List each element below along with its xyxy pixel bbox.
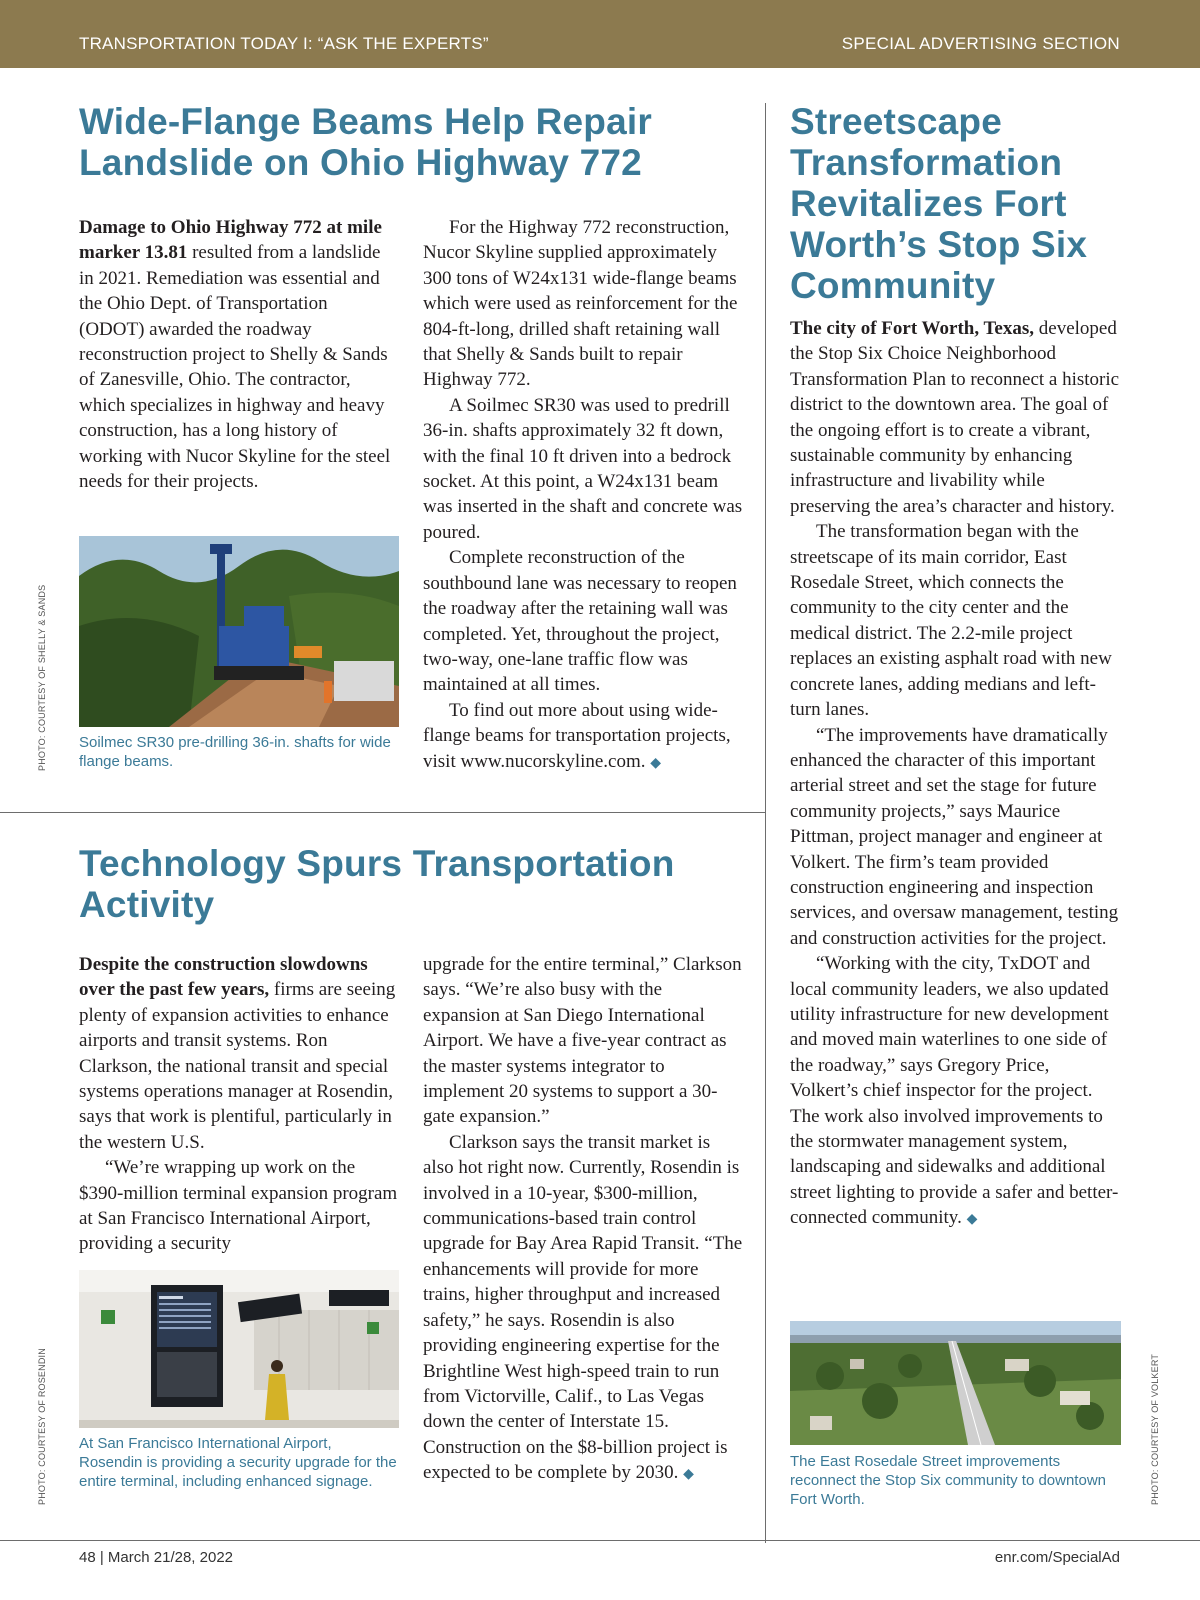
- end-mark-icon: ◆: [683, 1467, 694, 1483]
- footer-rule: [0, 1540, 1200, 1541]
- end-mark-icon: ◆: [966, 1212, 978, 1228]
- article1-headline: Wide-Flange Beams Help Repair Landslide on Ohio Highway 772: [79, 101, 652, 183]
- airport-signage-image: [79, 1270, 399, 1428]
- article1-lead-text: resulted from a landslide in 2021. Remediation was essential and the Ohio Dept. of Transportation (ODOT) awarded the roadway reconstruction project to Shelly & Sands of Zanesville, Ohio. The contractor, which specializes in highway and heavy construction, has a long history of working with Nucor Skyline for the steel needs for their projects.: [79, 242, 391, 493]
- article3-paragraph-3: “The improvements have dramatically enhanced the character of this important arterial street and set the stage for future community projects,” says Maurice Pittman, project manager and engineer at Volkert. The firm’s team provided construction engineering and inspection services, and oversaw management, testing and construction activities for the project.: [790, 724, 1119, 949]
- article1-col1: [79, 215, 397, 494]
- article2-paragraph-4: Clarkson says the transit market is also hot right now. Currently, Rosendin is involved in a 10-year, $300-million, communications-based train control upgrade for Bay Area Rapid Transit. “The enhancements will provide for more trains, higher throughput and increased safety,” he says. Rosendin is also providing engineering expertise for the Brightline West high-speed train to run from Victorville, Calif., to Las Vegas down the center of Interstate 15. Construction on the $8-billion project is expected to be complete by 2030.: [423, 1131, 743, 1484]
- article1-col2: [423, 215, 743, 776]
- article3-caption: The East Rosedale Street improvements reconnect the Stop Six community to downtown Fort Worth.: [790, 1453, 1106, 1508]
- article3-paragraph-4: “Working with the city, TxDOT and local community leaders, we also updated utility infrastructure for new development and moved main waterlines to one side of the roadway,” says Gregory Price, Volkert’s chief inspector for the project. The work also involved improvements to the stormwater management system, landscaping and sidewalks and additional street lighting to provide a safer and better-connected community.: [790, 953, 1119, 1229]
- article2-caption: At San Francisco International Airport, Rosendin is providing a security upgrade for the entire terminal, including enhanced signage.: [79, 1435, 397, 1490]
- article1-caption: Soilmec SR30 pre-drilling 36-in. shafts for wide flange beams.: [79, 734, 391, 770]
- airport-signage-photo: [79, 1270, 399, 1428]
- article1-photo-credit: PHOTO: COURTESY OF SHELLY & SANDS: [37, 584, 47, 771]
- column-divider: [765, 103, 766, 1543]
- article2-paragraph-2: “We’re wrapping up work on the $390-million terminal expansion program at San Francisco International Airport, providing a security: [79, 1157, 398, 1255]
- drill-rig-photo: [79, 536, 399, 727]
- article2-paragraph-3: upgrade for the entire terminal,” Clarkson says. “We’re also busy with the expansion at San Diego International Airport. We have a five-year contract as the master systems integrator to implement 20 systems to support a 30-gate expansion.”: [423, 954, 742, 1128]
- article3-lead-bold: The city of Fort Worth, Texas,: [790, 318, 1035, 339]
- footer-url[interactable]: enr.com/SpecialAd: [994, 1549, 1120, 1566]
- article1-paragraph-2: For the Highway 772 reconstruction, Nucor Skyline supplied approximately 300 tons of W24x131 wide-flange beams which were used as reinforcement for the 804-ft-long, drilled shaft retaining wall that Shelly & Sands built to repair Highway 772.: [423, 217, 738, 391]
- article3-paragraph-2: The transformation began with the streetscape of its main corridor, East Rosedale Street, which connects the community to the city center and the medical district. The 2.2-mile project replaces an existing asphalt road with new concrete lanes, adding medians and left-turn lanes.: [790, 521, 1112, 721]
- article3-lead-text: developed the Stop Six Choice Neighborhood Transformation Plan to reconnect a historic district to the downtown area. The goal of the ongoing effort is to create a vibrant, sustainable community by enhancing infrastructure and livability while preserving the area’s character and history.: [790, 318, 1120, 517]
- article2-lead-bold: Despite the construction slowdowns over the past few years,: [79, 954, 368, 1001]
- article1-lead-bold: Damage to Ohio Highway 772 at mile marker 13.81: [79, 217, 382, 264]
- article3-col: [790, 316, 1122, 1233]
- page-folio: 48 | March 21/28, 2022: [79, 1549, 233, 1566]
- section-title: TRANSPORTATION TODAY I: “ASK THE EXPERTS”: [79, 34, 489, 53]
- section-label: SPECIAL ADVERTISING SECTION: [841, 34, 1120, 53]
- article1-paragraph-3: A Soilmec SR30 was used to predrill 36-in. shafts approximately 32 ft down, with the final 10 ft driven into a bedrock socket. At this point, a W24x131 beam was inserted in the shaft and concrete was poured.: [423, 394, 743, 543]
- article2-col1: [79, 952, 399, 1257]
- article2-photo-credit: PHOTO: COURTESY OF ROSENDIN: [37, 1348, 47, 1505]
- article3-headline: Streetscape Transformation Revitalizes Fort Worth’s Stop Six Community: [790, 101, 1088, 306]
- article-divider: [0, 812, 766, 813]
- article2-col2: [423, 952, 743, 1488]
- aerial-street-image: [790, 1321, 1121, 1445]
- article1-paragraph-4: Complete reconstruction of the southbound lane was necessary to reopen the roadway after the retaining wall was completed. Yet, throughout the project, two-way, one-lane traffic flow was maintained at all times.: [423, 547, 737, 696]
- article2-headline: Technology Spurs Transportation Activity: [79, 843, 675, 925]
- drill-rig-image: [79, 536, 399, 727]
- article2-lead-text: firms are seeing plenty of expansion activities to enhance airports and transit systems. Ron Clarkson, the national transit and special systems operations manager at Rosendin, says that work is plentiful, particularly in the western U.S.: [79, 979, 396, 1153]
- end-mark-icon: ◆: [650, 755, 662, 771]
- header-bar: [0, 0, 1200, 68]
- article3-photo-credit: PHOTO: COURTESY OF VOLKERT: [1150, 1353, 1160, 1505]
- article1-paragraph-5: To find out more about using wide-flange beams for transportation projects, visit www.nucorskyline.com.: [423, 699, 731, 772]
- aerial-street-photo: [790, 1321, 1121, 1445]
